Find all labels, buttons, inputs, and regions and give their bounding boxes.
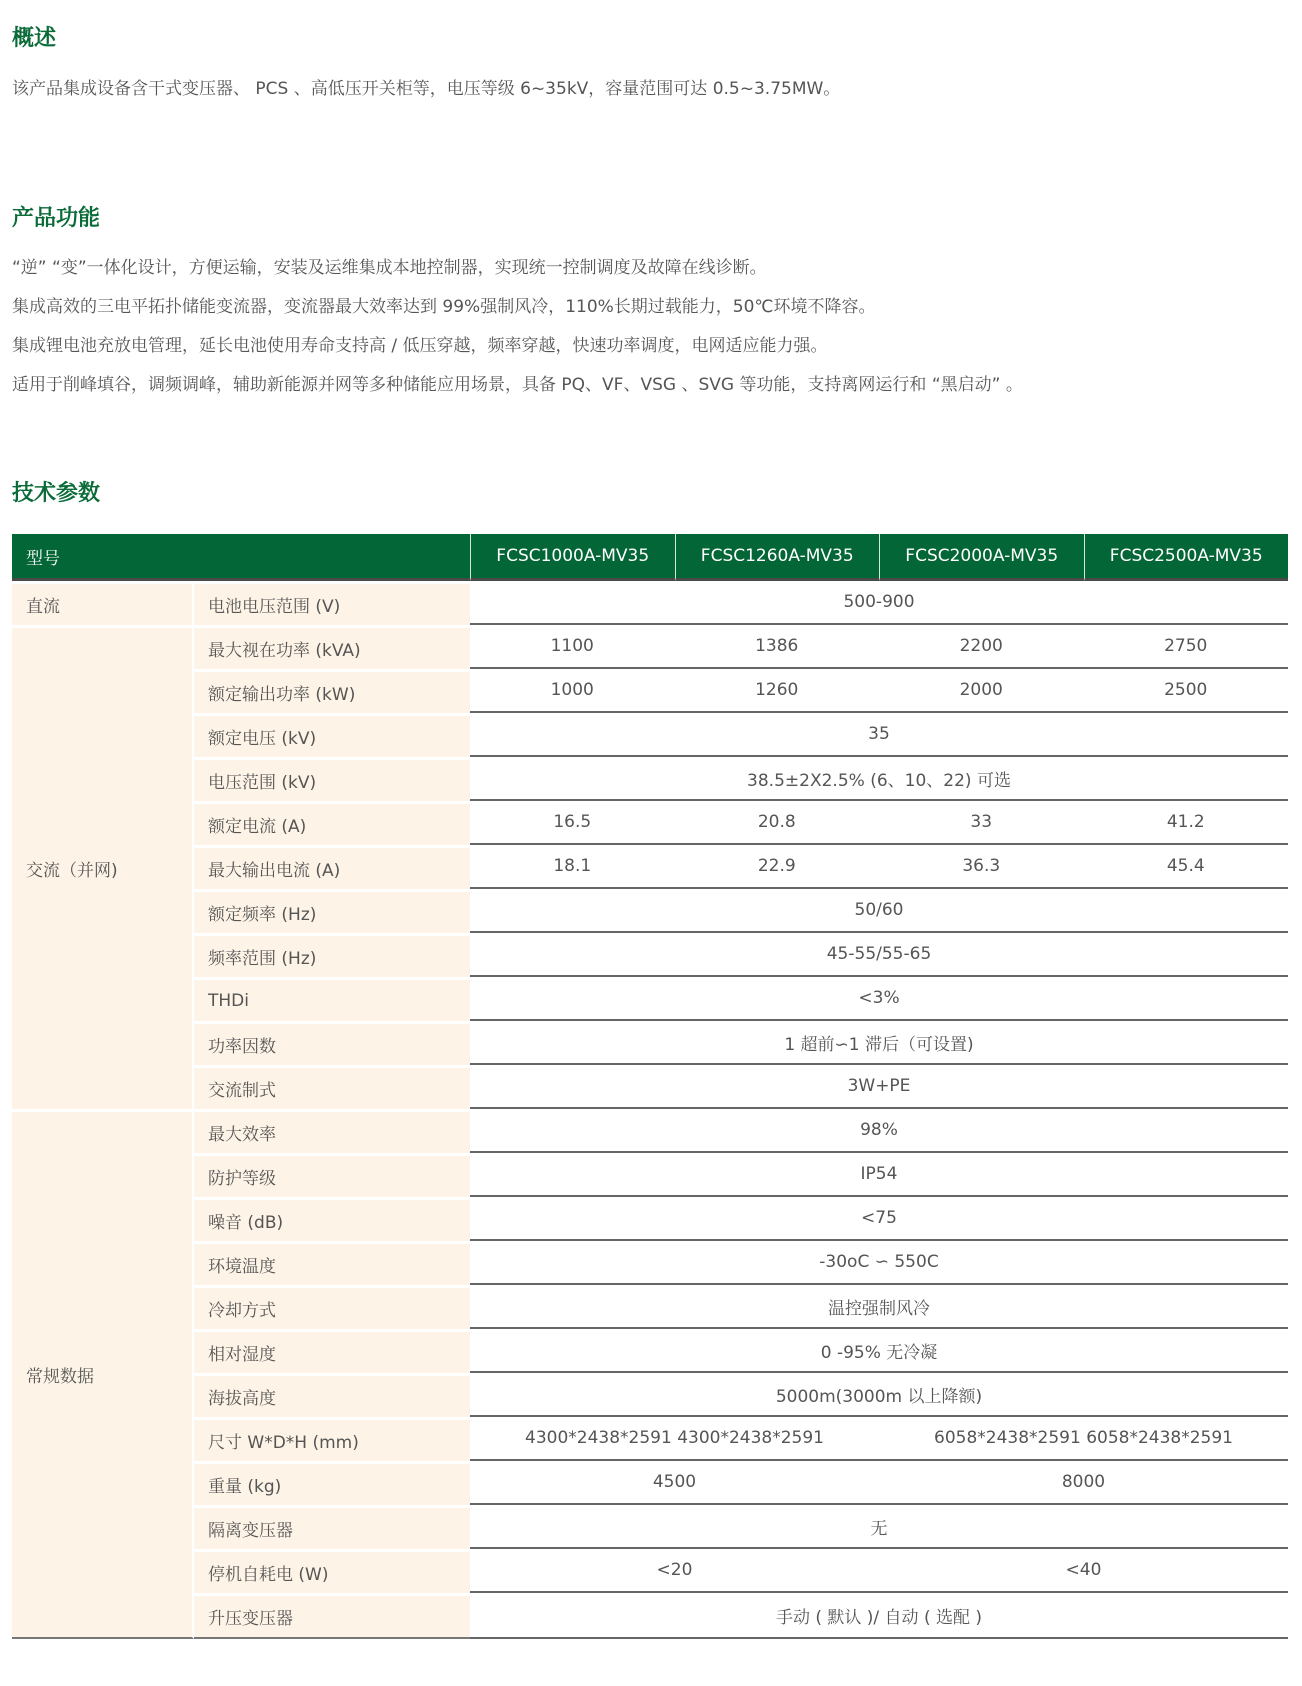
- param-value: 0 -95% 无冷凝: [470, 1329, 1288, 1373]
- param-value: 16.5: [470, 801, 675, 845]
- feature-item: 集成高效的三电平拓扑储能变流器，变流器最大效率达到 99%强制风冷，110%长期过载能力，50℃环境不降容。: [12, 297, 876, 317]
- param-value: 45.4: [1084, 845, 1289, 889]
- param-value: 无: [470, 1505, 1288, 1549]
- model-column-header: FCSC1000A-MV35: [470, 534, 675, 581]
- param-label: 交流制式: [194, 1065, 470, 1109]
- param-value: 22.9: [675, 845, 880, 889]
- param-label: 相对湿度: [194, 1329, 470, 1373]
- table-row: [12, 1153, 1288, 1197]
- table-row: [12, 933, 1288, 977]
- param-value: 1386: [675, 625, 880, 669]
- table-row: [12, 889, 1288, 933]
- param-label: 升压变压器: [194, 1593, 470, 1639]
- param-label: 隔离变压器: [194, 1505, 470, 1549]
- param-value: 50/60: [470, 889, 1288, 933]
- model-column-header: FCSC2500A-MV35: [1084, 534, 1289, 581]
- table-row: [12, 581, 1288, 625]
- spec-table: [12, 534, 1288, 1639]
- group-label-ac: 交流（并网): [12, 625, 194, 1109]
- param-label: 最大视在功率 (kVA): [194, 625, 470, 669]
- param-value: 36.3: [879, 845, 1084, 889]
- table-row: [12, 801, 1288, 845]
- param-value: 2200: [879, 625, 1084, 669]
- specs-title: 技术参数: [12, 481, 101, 506]
- param-value: 手动 ( 默认 )/ 自动 ( 选配 ): [470, 1593, 1288, 1639]
- table-row: [12, 1505, 1288, 1549]
- param-value: 6058*2438*2591 6058*2438*2591: [879, 1417, 1288, 1461]
- table-row: [12, 1109, 1288, 1153]
- param-label: 额定电流 (A): [194, 801, 470, 845]
- param-label: 停机自耗电 (W): [194, 1549, 470, 1593]
- model-column-header: FCSC2000A-MV35: [879, 534, 1084, 581]
- param-label: 海拔高度: [194, 1373, 470, 1417]
- param-value: <3%: [470, 977, 1288, 1021]
- table-row: [12, 1021, 1288, 1065]
- param-value: 35: [470, 713, 1288, 757]
- table-row: [12, 1417, 1288, 1461]
- param-value: 8000: [879, 1461, 1288, 1505]
- table-header-row: [12, 534, 1288, 581]
- param-value: 温控强制风冷: [470, 1285, 1288, 1329]
- table-row: [12, 845, 1288, 889]
- param-value: 4500: [470, 1461, 879, 1505]
- table-row: [12, 1197, 1288, 1241]
- param-label: 额定输出功率 (kW): [194, 669, 470, 713]
- param-label: 额定频率 (Hz): [194, 889, 470, 933]
- table-row: [12, 1373, 1288, 1417]
- param-value: 20.8: [675, 801, 880, 845]
- param-value: 33: [879, 801, 1084, 845]
- group-label-general: 常规数据: [12, 1109, 194, 1639]
- feature-item: 适用于削峰填谷，调频调峰，辅助新能源并网等多种储能应用场景，具备 PQ、VF、VSG 、SVG 等功能，支持离网运行和 “黑启动” 。: [12, 375, 1023, 395]
- param-label: 电池电压范围 (V): [194, 581, 470, 625]
- param-value: 18.1: [470, 845, 675, 889]
- param-value: 38.5±2X2.5% (6、10、22) 可选: [470, 757, 1288, 801]
- param-value: 41.2: [1084, 801, 1289, 845]
- param-value: <20: [470, 1549, 879, 1593]
- param-value: IP54: [470, 1153, 1288, 1197]
- table-row: [12, 713, 1288, 757]
- param-value: <40: [879, 1549, 1288, 1593]
- overview-title: 概述: [12, 26, 57, 51]
- param-label: 额定电压 (kV): [194, 713, 470, 757]
- param-label: 重量 (kg): [194, 1461, 470, 1505]
- param-label: 环境温度: [194, 1241, 470, 1285]
- table-row: [12, 669, 1288, 713]
- model-column-header: FCSC1260A-MV35: [675, 534, 880, 581]
- table-row: [12, 1285, 1288, 1329]
- table-row: [12, 1461, 1288, 1505]
- param-label: 最大输出电流 (A): [194, 845, 470, 889]
- param-label: 电压范围 (kV): [194, 757, 470, 801]
- table-row: [12, 977, 1288, 1021]
- table-row: [12, 1065, 1288, 1109]
- table-row: [12, 1593, 1288, 1639]
- features-title: 产品功能: [12, 206, 101, 231]
- table-row: [12, 1549, 1288, 1593]
- table-row: [12, 1329, 1288, 1373]
- param-label: 冷却方式: [194, 1285, 470, 1329]
- param-value: 5000m(3000m 以上降额): [470, 1373, 1288, 1417]
- table-row: [12, 757, 1288, 801]
- param-label: 功率因数: [194, 1021, 470, 1065]
- feature-item: “逆” “变”一体化设计，方便运输，安装及运维集成本地控制器，实现统一控制调度及故障在线诊断。: [12, 258, 767, 278]
- overview-text: 该产品集成设备含干式变压器、 PCS 、高低压开关柜等，电压等级 6~35kV，容量范围可达 0.5~3.75MW。: [12, 79, 841, 99]
- param-value: 500-900: [470, 581, 1288, 625]
- param-value: 1100: [470, 625, 675, 669]
- group-label-dc: 直流: [12, 581, 194, 625]
- feature-item: 集成锂电池充放电管理，延长电池使用寿命支持高 / 低压穿越，频率穿越，快速功率调度，电网适应能力强。: [12, 336, 828, 356]
- param-value: <75: [470, 1197, 1288, 1241]
- param-label: 尺寸 W*D*H (mm): [194, 1417, 470, 1461]
- param-value: 2500: [1084, 669, 1289, 713]
- param-value: 1 超前∽1 滞后（可设置): [470, 1021, 1288, 1065]
- param-value: -30oC ∽ 550C: [470, 1241, 1288, 1285]
- param-value: 1000: [470, 669, 675, 713]
- table-row: [12, 1241, 1288, 1285]
- model-header-label: 型号: [12, 534, 470, 581]
- param-value: 1260: [675, 669, 880, 713]
- table-row: [12, 625, 1288, 669]
- param-label: 最大效率: [194, 1109, 470, 1153]
- param-label: 频率范围 (Hz): [194, 933, 470, 977]
- param-label: THDi: [194, 977, 470, 1021]
- param-value: 3W+PE: [470, 1065, 1288, 1109]
- param-value: 2000: [879, 669, 1084, 713]
- param-label: 防护等级: [194, 1153, 470, 1197]
- param-value: 2750: [1084, 625, 1289, 669]
- param-label: 噪音 (dB): [194, 1197, 470, 1241]
- param-value: 45-55/55-65: [470, 933, 1288, 977]
- param-value: 98%: [470, 1109, 1288, 1153]
- param-value: 4300*2438*2591 4300*2438*2591: [470, 1417, 879, 1461]
